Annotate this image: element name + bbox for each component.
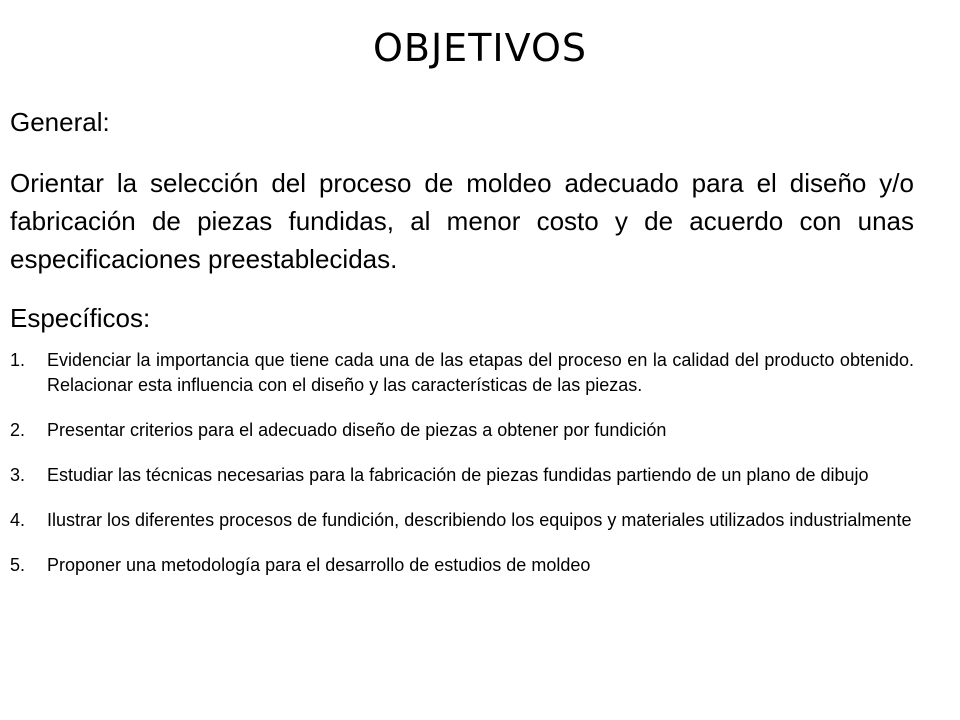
list-item-text: Presentar criterios para el adecuado diseño de piezas a obtener por fundición — [47, 420, 667, 440]
list-item — [10, 463, 914, 488]
slide-title: OBJETIVOS — [373, 26, 587, 70]
list-item-number: 4. — [10, 510, 26, 530]
specific-objectives-list — [10, 348, 914, 590]
list-item-number: 3. — [10, 465, 26, 485]
list-item — [10, 553, 914, 578]
list-item-number: 5. — [10, 555, 26, 575]
list-item — [10, 418, 914, 443]
list-item — [10, 348, 914, 398]
list-item-number: 1. — [10, 350, 26, 370]
general-objective-text: Orientar la selección del proceso de moldeo adecuado para el diseño y/o fabricación de piezas fundidas, al menor costo y de acuerdo con unas especificaciones preestablecidas. — [10, 168, 914, 274]
list-item-text: Evidenciar la importancia que tiene cada una de las etapas del proceso en la calidad del producto obtenido. Relacionar esta influencia con el diseño y las características de las piezas. — [47, 350, 914, 395]
list-item-text: Ilustrar los diferentes procesos de fundición, describiendo los equipos y materiales utilizados industrialmente — [47, 510, 912, 530]
list-item-text: Proponer una metodología para el desarrollo de estudios de moldeo — [47, 555, 591, 575]
general-heading: General: — [10, 107, 110, 137]
list-item — [10, 508, 914, 533]
list-item-number: 2. — [10, 420, 26, 440]
specific-heading: Específicos: — [10, 303, 151, 333]
list-item-text: Estudiar las técnicas necesarias para la fabricación de piezas fundidas partiendo de un plano de dibujo — [47, 465, 869, 485]
